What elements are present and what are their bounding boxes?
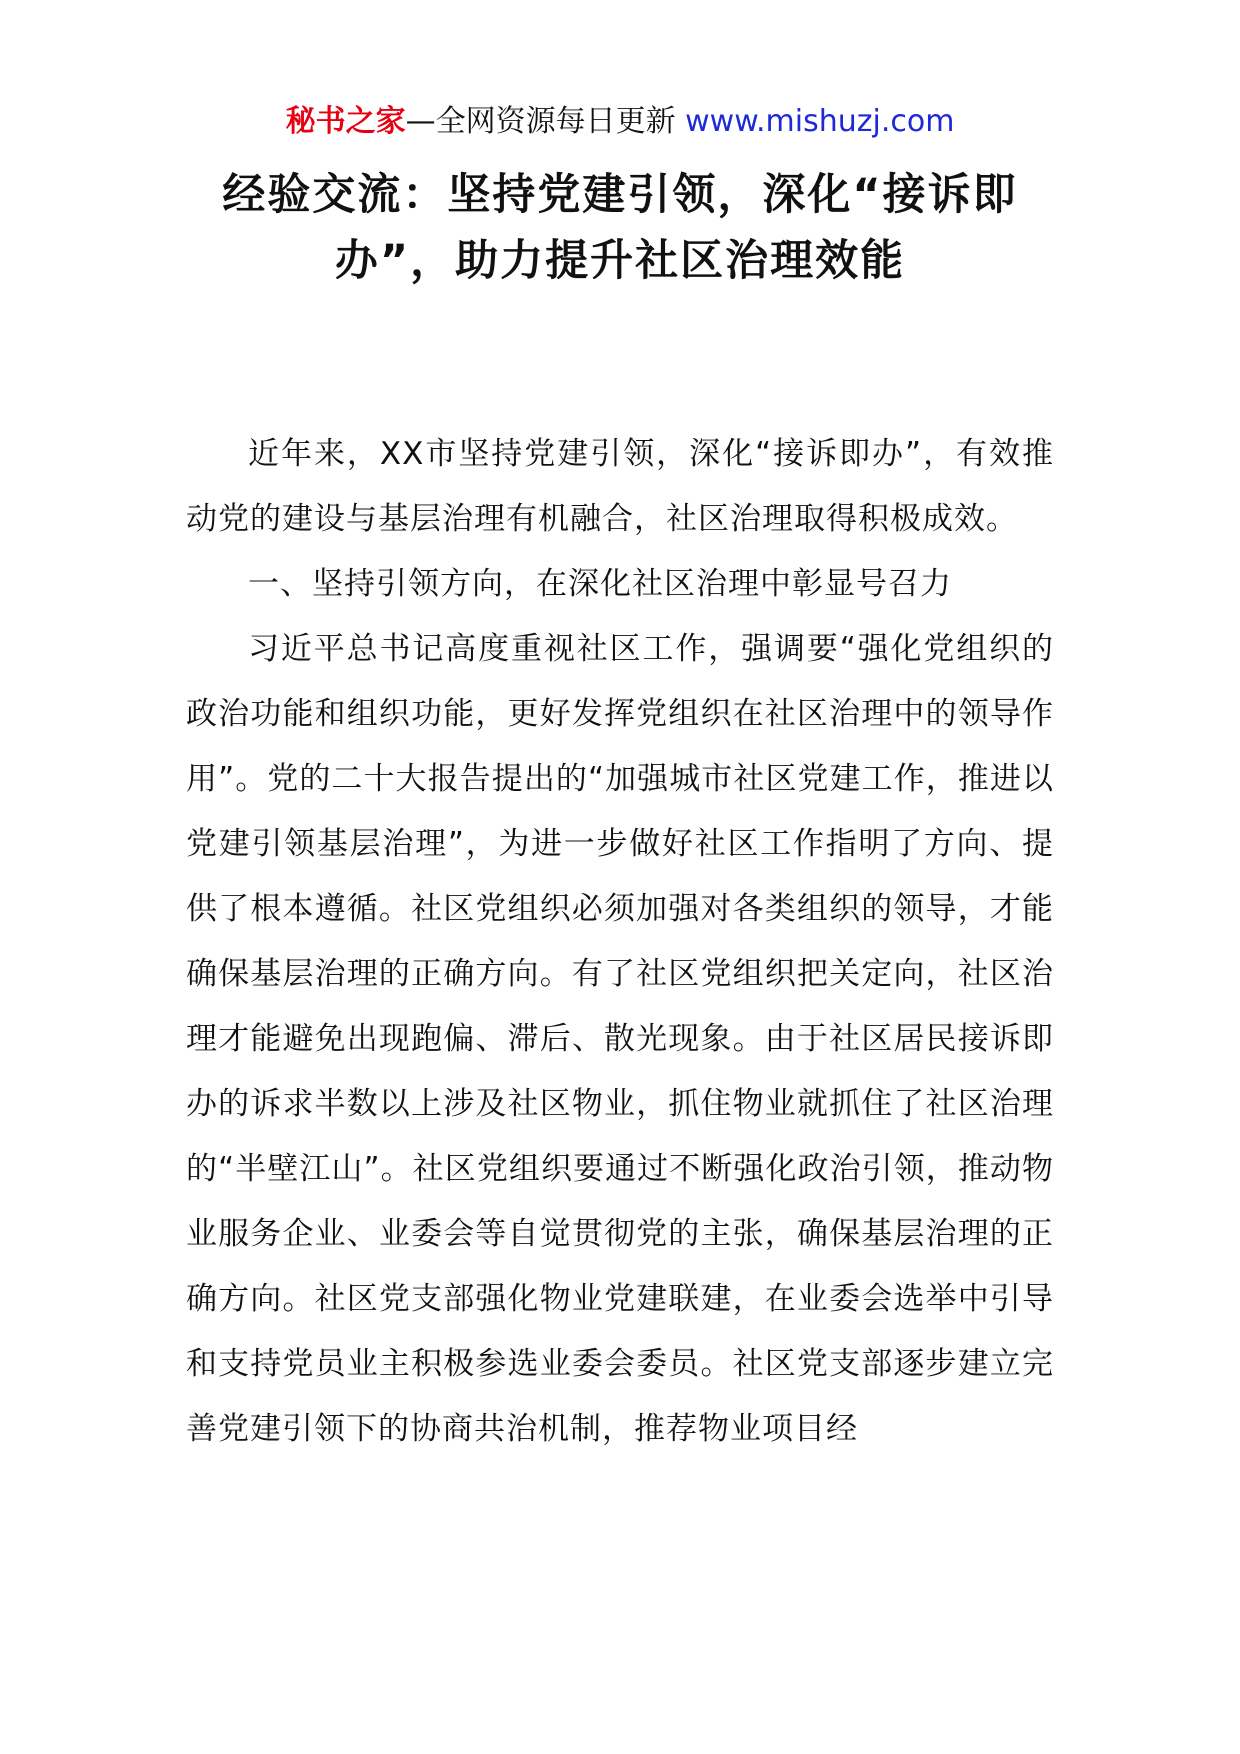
document-body xyxy=(186,422,1054,1462)
section-1-paragraph: 习近平总书记高度重视社区工作，强调要“强化党组织的政治功能和组织功能，更好发挥党组织在社区治理中的领导作用”。党的二十大报告提出的“加强城市社区党建工作，推进以党建引领基层治理”，为进一步做好社区工作指明了方向、提供了根本遵循。社区党组织必须加强对各类组织的领导，才能确保基层治理的正确方向。有了社区党组织把关定向，社区治理才能避免出现跑偏、滞后、散光现象。由于社区居民接诉即办的诉求半数以上涉及社区物业，抓住物业就抓住了社区治理的“半壁江山”。社区党组织要通过不断强化政治引领，推动物业服务企业、业委会等自觉贯彻党的主张，确保基层治理的正确方向。社区党支部强化物业党建联建，在业委会选举中引导和支持党员业主积极参选业委会委员。社区党支部逐步建立完善党建引领下的协商共治机制，推荐物业项目经 xyxy=(186,631,1054,1447)
document-title xyxy=(150,162,1090,294)
intro-paragraph: 近年来，XX市坚持党建引领，深化“接诉即办”，有效推动党的建设与基层治理有机融合，社区治理取得积极成效。 xyxy=(186,436,1054,537)
title-line-2: 办”，助力提升社区治理效能 xyxy=(334,236,906,286)
site-url-link[interactable]: www.mishuzj.com xyxy=(685,104,955,139)
site-banner xyxy=(0,102,1240,142)
banner-slogan: —全网资源每日更新 xyxy=(405,104,686,139)
title-line-1: 经验交流：坚持党建引领，深化“接诉即 xyxy=(222,170,1018,220)
section-1-heading: 一、坚持引领方向，在深化社区治理中彰显号召力 xyxy=(248,566,952,602)
brand-name: 秘书之家 xyxy=(285,104,406,139)
